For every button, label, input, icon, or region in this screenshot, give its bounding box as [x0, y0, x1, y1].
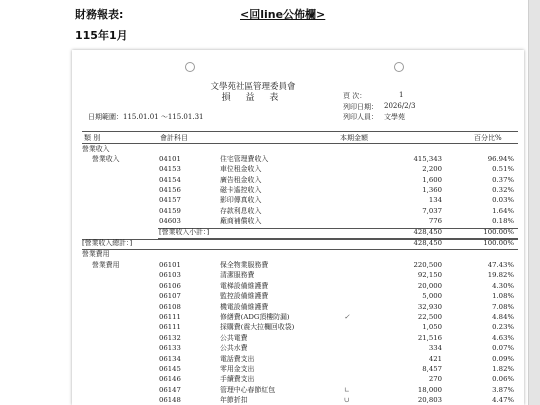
column-amount: 本期金額: [340, 134, 368, 142]
account-name: 磁卡遙控收入: [220, 185, 262, 194]
percent-value: 0.06%: [492, 375, 514, 384]
date-range: 日期範圍：115.01.01 ～115.01.31: [88, 113, 204, 121]
handwritten-check-mark: ∟: [344, 385, 350, 394]
handwritten-check-mark: ✓: [344, 313, 350, 321]
page-value: 1: [399, 91, 404, 99]
section-heading: [72, 250, 524, 259]
account-name: 廠商補償收入: [220, 216, 262, 225]
report-title: 損 益 表: [221, 93, 285, 103]
percent-value: 1.64%: [492, 206, 514, 215]
percent-value: 7.08%: [492, 302, 514, 311]
amount-value: 21,516: [417, 333, 442, 342]
handwritten-check-mark: ∪: [344, 396, 350, 405]
table-row: [72, 303, 524, 312]
table-row: [72, 176, 524, 185]
account-code: 04159: [159, 206, 181, 215]
printer-value: 文學苑: [384, 113, 405, 121]
percent-value: 0.09%: [492, 354, 514, 363]
percent-value: 4.63%: [492, 333, 514, 342]
account-name: 手續費支出: [220, 375, 255, 384]
column-account: 會計科目: [160, 134, 188, 142]
header-bottom-rule: [82, 143, 518, 144]
amount-value: 134: [428, 196, 442, 205]
account-code: 04157: [159, 196, 181, 205]
account-name: 機電設備維護費: [220, 302, 269, 311]
account-code: 04153: [159, 165, 181, 174]
account-name: 公共水費: [220, 344, 248, 353]
percent-value: 0.07%: [492, 344, 514, 353]
account-name: 住宅管理費收入: [220, 155, 269, 163]
subtotal-percent: 100.00%: [483, 228, 514, 236]
account-name: 存款利息收入: [220, 206, 262, 215]
amount-value: 1,600: [422, 175, 442, 184]
percent-value: 0.32%: [492, 185, 514, 194]
percent-value: 0.23%: [492, 323, 514, 332]
amount-value: 20,000: [417, 281, 442, 290]
account-code: 06147: [159, 385, 181, 394]
amount-value: 776: [428, 216, 442, 225]
account-name: 管理中心春節紅包: [220, 385, 276, 394]
table-row: [72, 334, 524, 343]
section-heading: [72, 145, 524, 154]
percent-value: 1.82%: [492, 365, 514, 373]
amount-value: 5,000: [422, 292, 442, 301]
table-row: [72, 355, 524, 364]
account-code: 06148: [159, 396, 181, 405]
column-category: 類 別: [84, 134, 101, 142]
table-row: [72, 344, 524, 353]
table-row: [72, 323, 524, 332]
table-row: [72, 207, 524, 216]
account-name: 公共電費: [220, 333, 248, 342]
account-code: 06134: [159, 354, 181, 363]
punch-hole-icon: [394, 62, 404, 72]
table-row: [72, 155, 524, 164]
total-percent: 100.00%: [483, 239, 514, 247]
table-row: [72, 186, 524, 195]
amount-value: 415,343: [413, 155, 442, 163]
account-code: 06111: [159, 313, 181, 321]
subtotal-label: [營業收入小計：]: [159, 228, 210, 236]
account-code: 04603: [159, 216, 181, 225]
amount-value: 18,000: [417, 385, 442, 394]
table-row: [72, 271, 524, 280]
amount-value: 92,150: [417, 271, 442, 280]
account-name: 電梯設備維護費: [220, 281, 269, 290]
account-code: 04101: [159, 155, 181, 163]
expense-section-label: 營業費用: [82, 250, 110, 258]
income-subcategory-label: 營業收入: [92, 155, 120, 163]
account-code: 06106: [159, 281, 181, 290]
percent-value: 3.87%: [492, 385, 514, 394]
account-name: 影印傳真收入: [220, 196, 262, 205]
percent-value: 47.43%: [487, 261, 514, 269]
income-subtotal-row: [72, 228, 524, 237]
amount-value: 32,930: [417, 302, 442, 311]
account-code: 06103: [159, 271, 181, 280]
percent-value: 0.51%: [492, 165, 514, 174]
account-code: 06132: [159, 333, 181, 342]
amount-value: 8,457: [422, 365, 442, 373]
amount-value: 334: [428, 344, 442, 353]
print-date-value: 2026/2/3: [384, 102, 416, 110]
total-label: [營業收入總計：]: [82, 239, 133, 247]
percent-value: 1.08%: [492, 292, 514, 301]
percent-value: 96.94%: [487, 155, 514, 163]
account-code: 06101: [159, 261, 181, 269]
organization-name: 文學苑社區管理委員會: [210, 82, 296, 92]
income-section-label: 營業收入: [82, 145, 110, 153]
page-label: 頁 次：: [343, 92, 367, 100]
account-name: 修繕費(ADG頂樓防漏): [220, 313, 290, 321]
amount-value: 270: [428, 375, 442, 384]
table-row: [72, 217, 524, 226]
amount-value: 1,360: [422, 185, 442, 194]
account-code: 06146: [159, 375, 181, 384]
amount-value: 7,037: [422, 206, 442, 215]
column-percent: 百分比%: [474, 134, 502, 142]
account-code: 06145: [159, 365, 181, 373]
income-total-row: [72, 239, 524, 248]
table-row: [72, 165, 524, 174]
table-row: [72, 261, 524, 270]
account-code: 06107: [159, 292, 181, 301]
account-code: 04154: [159, 175, 181, 184]
account-name: 清潔服務費: [220, 271, 255, 280]
account-code: 06108: [159, 302, 181, 311]
percent-value: 0.18%: [492, 216, 514, 225]
account-code: 06111: [159, 323, 181, 332]
amount-value: 20,803: [417, 396, 442, 405]
table-row: [72, 386, 524, 395]
account-name: 保全物業服務費: [220, 261, 269, 269]
account-name: 廣告租金收入: [220, 175, 262, 184]
account-name: 零用金支出: [220, 365, 255, 373]
table-row: [72, 365, 524, 374]
percent-value: 19.82%: [487, 271, 514, 280]
total-amount: 428,450: [413, 239, 442, 247]
account-name: 年節折扣: [220, 396, 248, 405]
account-name: 監控設備維護費: [220, 292, 269, 301]
table-row: [72, 313, 524, 322]
percent-value: 4.84%: [492, 313, 514, 321]
expense-subcategory-label: 營業費用: [92, 261, 120, 269]
table-row: [72, 292, 524, 301]
account-code: 06133: [159, 344, 181, 353]
account-code: 04156: [159, 185, 181, 194]
account-name: 車位租金收入: [220, 165, 262, 174]
account-name: 採購費(震大拉欄回收袋): [220, 323, 295, 332]
table-row: [72, 375, 524, 384]
scrollbar-edge[interactable]: [528, 0, 540, 405]
amount-value: 421: [428, 354, 442, 363]
table-row: [72, 282, 524, 291]
amount-value: 1,050: [422, 323, 442, 332]
page-title: 財務報表:: [75, 8, 124, 21]
percent-value: 4.47%: [492, 396, 514, 405]
header-top-rule: [82, 131, 518, 132]
punch-hole-icon: [185, 62, 195, 72]
amount-value: 220,500: [413, 261, 442, 269]
amount-value: 22,500: [417, 313, 442, 321]
percent-value: 0.37%: [492, 175, 514, 184]
subtotal-amount: 428,450: [413, 228, 442, 236]
printer-label: 列印人員：: [343, 113, 378, 121]
line-board-link[interactable]: <回line公佈欄>: [240, 8, 326, 21]
table-row: [72, 196, 524, 205]
print-date-label: 列印日期：: [343, 103, 378, 111]
income-statement-document: [72, 50, 524, 405]
amount-value: 2,200: [422, 165, 442, 174]
percent-value: 4.30%: [492, 281, 514, 290]
account-name: 電話費支出: [220, 354, 255, 363]
table-row: [72, 396, 524, 405]
month-heading: 115年1月: [75, 29, 128, 42]
percent-value: 0.03%: [492, 196, 514, 205]
